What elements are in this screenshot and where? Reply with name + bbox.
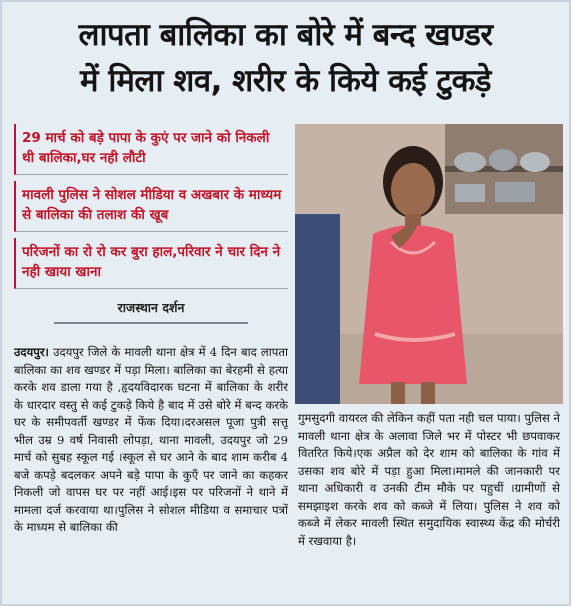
subhead-2: मावली पुलिस ने सोशल मीडिया व अखबार के माध्यम से बालिका की तलाश की खूब — [14, 181, 288, 232]
article-body-left — [14, 344, 288, 606]
girl-photo-illustration — [295, 124, 563, 404]
girl-leg-right — [421, 382, 435, 404]
byline: राजस्थान दर्शन — [54, 295, 248, 324]
article-text-left: उदयपुर जिले के मावली थाना क्षेत्र में 4 दिन बाद लापता बालिका का शव खण्डर में पड़ा मिला। बालिका का बेरहमी से हत्या करके शव डाला गया है ,हृदयविदारक घटना में बालिका के शरीर के धारदार वस्तु से कई टुकड़े किये है बाद में उसे बोरे में बन्द करके घर के समीपवर्ती खण्डर में फेंक दिया।दरअसल पूजा पुत्री सत्तू भील उम्र 9 वर्ष निवासी लोपड़ा, थाना मावली, उदयपुर जो 29 मार्च को सुबह स्कूल गई ।स्कूल से घर आने के बाद शाम करीब 4 बजे कपड़े बदलकर अपने बड़े पापा के कुएँ पर जाने का कहकर निकली जो वापस घर पर नहीं आई।इस पर परिजनों ने थाने में मामला दर्ज करवाया था।पुलिस ने सोशल मीडिया व समाचार पत्रों के माध्यम से बालिका की — [14, 345, 288, 534]
subhead-1: 29 मार्च को बड़े पापा के कुएं पर जाने को निकली थी बालिका,घर नही लौटी — [14, 124, 288, 175]
headline — [8, 6, 563, 118]
article-body-right: गुमसुदगी वायरल की लेकिन कहीं पता नही चल पाया। पुलिस ने मावली थाना क्षेत्र के अलावा जिले भर में पोस्टर भी छपवाकर वितरित किये।एक अप्रैल को देर शाम को बालिका के गांव में उसका शव बोरे में पड़ा हुआ मिला।मामले की जानकारी पर थाना अधिकारी व उनकी टीम मौके पर पहुचीं ।ग्रामीणों से समझाइश करके शव को कब्जे में लिया। पुलिस ने शव को कब्जे में लेकर मावली स्थित समुदायिक स्वास्थ्य केंद्र की मोर्चरी में रखवाया है। — [298, 411, 560, 548]
girl-face — [391, 163, 435, 217]
utensil-4 — [455, 184, 485, 202]
utensil-1 — [454, 152, 486, 172]
subhead-3: परिजनों का रो रो कर बुरा हाल,परिवार ने चार दिन ने नही खाया खाना — [14, 238, 288, 289]
headline-line-2: में मिला शव, शरीर के किये कई टुकड़े — [80, 63, 491, 99]
utensil-5 — [495, 182, 535, 202]
side-person — [295, 214, 340, 404]
headline-line-1: लापता बालिका का बोरे में बन्द खण्डर — [78, 17, 493, 53]
utensil-3 — [520, 152, 550, 172]
dateline: उदयपुर। — [14, 345, 49, 359]
girl-leg-left — [391, 382, 405, 404]
subhead-column — [14, 124, 288, 332]
utensil-2 — [489, 149, 517, 171]
news-photo — [295, 124, 563, 404]
